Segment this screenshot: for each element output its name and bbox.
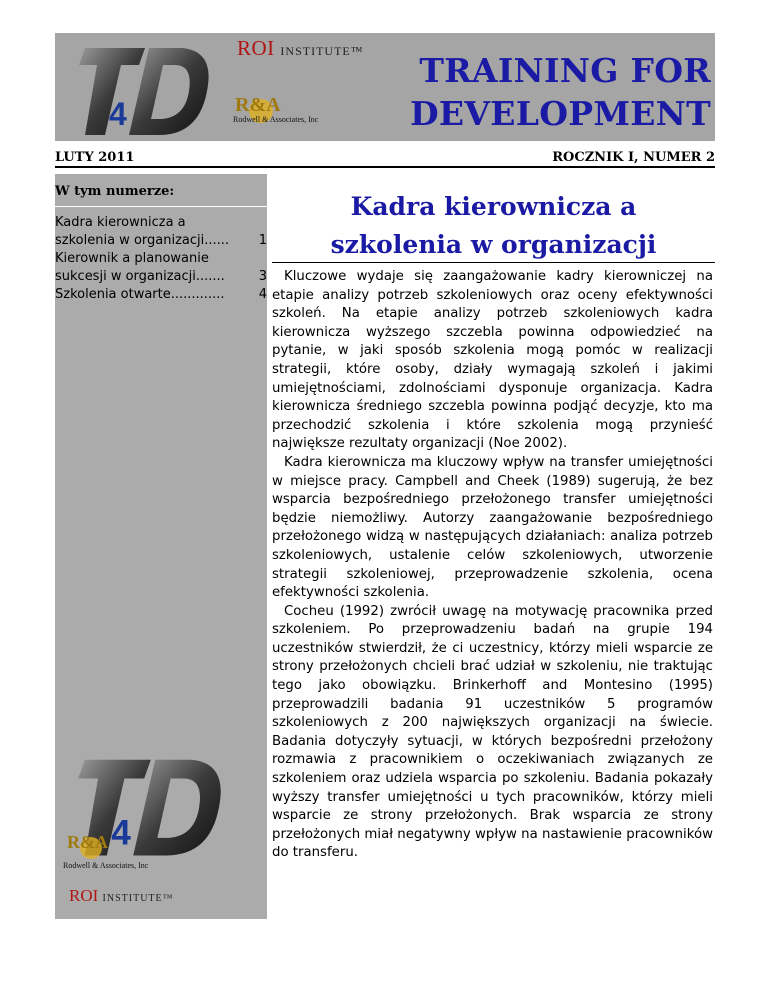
paragraph: Cocheu (1992) zwrócił uwagę na motywację pracownika przed szkoleniem. Po przeprowadzeniu badań na grupie 194 uczestników stwierdził, że ci uczestnicy, którzy mieli wsparcie ze strony przełożonych chcieli brać udział w szkoleniu, nie traktując tego jako obowiązku. Brinkerhoff and Montesino (1995) przeprowadzili badania 91 uczestników 5 programów szkoleniowych z 200 największych organizacji na świecie. Badania dotyczyły sytuacji, w których bezpośredni przełożony rozmawia z pracownikiem o oczekiwaniach związanych ze szkoleniem oraz udziela wsparcia po szkoleniu. Badania pokazały wyższy transfer umiejętności u tych pracowników, którzy mieli wsparcie ze strony przełożonych. Brak wsparcia ze strony przełożonych miał negatywny wpływ na nastawienie pracowników do transferu. (272, 603, 713, 861)
article-body (272, 268, 713, 863)
table-of-contents (55, 214, 267, 304)
newsletter-title: TRAINING FOR DEVELOPMENT (410, 51, 711, 133)
rna-caption: Rodwell & Associates, Inc (63, 861, 149, 870)
td4-logo-icon (67, 43, 217, 138)
article-rule (272, 262, 715, 263)
svg-text:R&A: R&A (235, 94, 281, 116)
svg-text:R&A: R&A (67, 832, 108, 852)
svg-text:4: 4 (109, 96, 127, 132)
rna-caption: Rodwell & Associates, Inc (233, 115, 319, 124)
svg-text:4: 4 (111, 813, 131, 853)
sidebar-divider (55, 206, 267, 207)
roi-logo: ROI INSTITUTE™ (69, 886, 174, 905)
roi-logo: ROI INSTITUTE™ (237, 36, 364, 60)
sidebar (55, 174, 267, 919)
issue-number: ROCZNIK I, NUMER 2 (552, 150, 715, 165)
toc-item[interactable]: Kierownik a planowanie sukcesji w organizacji ....... 3 (55, 251, 267, 284)
sidebar-heading: W tym numerze: (55, 184, 175, 199)
toc-item[interactable]: Szkolenia otwarte ............. 4 (55, 287, 267, 302)
article-title: Kadra kierownicza a szkolenia w organizacji (330, 192, 657, 259)
masthead (55, 33, 715, 141)
rna-logo-icon (65, 824, 160, 864)
paragraph: Kluczowe wydaje się zaangażowanie kadry kierowniczej na etapie analizy potrzeb szkoleniowych oraz oceny efektywności szkoleń. Na etapie analizy potrzeb szkoleniowych kadra kierownicza wyższego szczebla powinna odpowiedzieć na pytanie, w jaki sposób szkolenia mogą pomóc w realizacji strategii, które osoby, działy wymagają szkoleń i jakimi umiejętnościami, zdolnościami dysponuje organizacja. Kadra kierownicza średniego szczebla powinna podjąć decyzje, kto ma przechodzić szkolenia i które szkolenia mogą przynieść największe rezultaty organizacji (Noe 2002). (272, 269, 713, 452)
header-rule (55, 166, 715, 168)
toc-item[interactable]: Kadra kierownicza a szkolenia w organizacji ...... 1 (55, 215, 267, 248)
paragraph: Kadra kierownicza ma kluczowy wpływ na transfer umiejętności w miejsce pracy. Campbell and Cheek (1989) sugerują, że bez wsparcia bezpośredniego przełożonego transfer umiejętności będzie niemożliwy. Autorzy zaangażowanie bezpośredniego przełożonego widzą w następujących działaniach: analiza potrzeb szkoleniowych, ustalenie celów szkoleniowych, utworzenie strategii szkoleniowej, przeprowadzenie szkolenia, ocena efektywności szkolenia. (272, 454, 713, 601)
dateline: LUTY 2011 (55, 150, 135, 165)
